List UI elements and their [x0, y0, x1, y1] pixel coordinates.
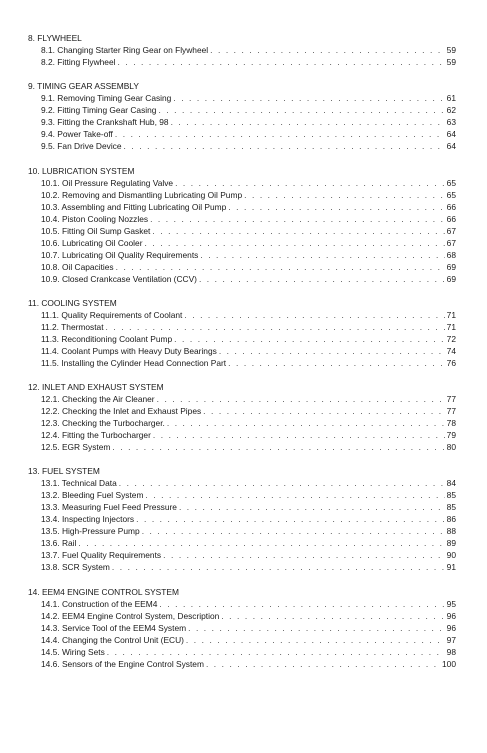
dot-leader: [112, 441, 444, 453]
toc-entry[interactable]: [41, 92, 456, 104]
entry-title: 10.4. Piston Cooling Nozzles: [41, 213, 149, 224]
dot-leader: [184, 309, 444, 321]
page-number: 69: [446, 261, 456, 272]
entry-title: 13.2. Bleeding Fuel System: [41, 490, 144, 501]
dot-leader: [136, 513, 445, 525]
toc-entry[interactable]: [41, 610, 456, 622]
entry-title: 10.8. Oil Capacities: [41, 261, 114, 272]
toc-entry[interactable]: [41, 189, 456, 201]
table-of-contents: [28, 32, 456, 682]
entry-title: 12.1. Checking the Air Cleaner: [41, 394, 155, 405]
dot-leader: [174, 333, 445, 345]
page-number: 80: [446, 442, 456, 453]
toc-entry[interactable]: [41, 237, 456, 249]
page-number: 89: [446, 538, 456, 549]
toc-entry[interactable]: [41, 441, 456, 453]
dot-leader: [203, 405, 445, 417]
page-number: 63: [446, 117, 456, 128]
toc-entry[interactable]: [41, 345, 456, 357]
toc-entry[interactable]: [41, 225, 456, 237]
toc-entry[interactable]: [41, 417, 456, 429]
dot-leader: [153, 429, 445, 441]
entry-title: 8.2. Fitting Flywheel: [41, 57, 116, 67]
page-number: 96: [446, 622, 456, 633]
toc-entry[interactable]: [41, 561, 456, 573]
dot-leader: [219, 345, 445, 357]
page-number: 65: [446, 177, 456, 188]
dot-leader: [210, 44, 445, 56]
page-number: 76: [446, 357, 456, 368]
page-number: 59: [446, 45, 456, 55]
toc-entry[interactable]: [41, 44, 456, 56]
dot-leader: [200, 249, 444, 261]
dot-leader: [145, 489, 444, 501]
dot-leader: [244, 189, 445, 201]
entry-title: 10.1. Oil Pressure Regulating Valve: [41, 177, 174, 188]
entry-title: 10.2. Removing and Dismantling Lubricating Oil Pump: [41, 189, 243, 200]
toc-entry[interactable]: [41, 477, 456, 489]
page-number: 85: [446, 490, 456, 501]
toc-entry[interactable]: [41, 177, 456, 189]
entry-title: 9.4. Power Take-off: [41, 129, 113, 140]
toc-entry[interactable]: [41, 128, 456, 140]
entry-title: 12.5. EGR System: [41, 442, 111, 453]
dot-leader: [158, 104, 444, 116]
toc-entry[interactable]: [41, 357, 456, 369]
dot-leader: [116, 261, 445, 273]
page-number: 88: [446, 526, 456, 537]
entry-title: 9.5. Fan Drive Device: [41, 141, 122, 152]
page-number: 67: [446, 225, 456, 236]
page-number: 78: [446, 418, 456, 429]
dot-leader: [117, 56, 444, 68]
page-number: 91: [446, 562, 456, 573]
dot-leader: [152, 225, 444, 237]
dot-leader: [199, 273, 445, 285]
toc-entry[interactable]: [41, 309, 456, 321]
dot-leader: [106, 321, 445, 333]
entry-title: 8.1. Changing Starter Ring Gear on Flywheel: [41, 45, 209, 55]
toc-entry[interactable]: [41, 116, 456, 128]
toc-entry[interactable]: [41, 429, 456, 441]
page-number: 61: [446, 93, 456, 104]
page-number: 68: [446, 249, 456, 260]
page-number: 98: [446, 646, 456, 657]
entry-title: 10.5. Fitting Oil Sump Gasket: [41, 225, 151, 236]
toc-entry[interactable]: [41, 273, 456, 285]
toc-entry[interactable]: [41, 333, 456, 345]
entry-title: 11.1. Quality Requirements of Coolant: [41, 309, 183, 320]
toc-entry[interactable]: [41, 489, 456, 501]
page-number: 77: [446, 394, 456, 405]
entry-title: 10.9. Closed Crankcase Ventilation (CCV): [41, 273, 197, 284]
dot-leader: [175, 177, 445, 189]
page-number: 95: [446, 598, 456, 609]
entry-title: 11.2. Thermostat: [41, 321, 104, 332]
entry-title: 11.5. Installing the Cylinder Head Connection Part: [41, 357, 227, 368]
toc-entry[interactable]: [41, 658, 456, 670]
page-number: 84: [446, 478, 456, 489]
dot-leader: [179, 501, 445, 513]
dot-leader: [78, 537, 444, 549]
toc-entry[interactable]: [41, 140, 456, 152]
dot-leader: [186, 634, 445, 646]
page-number: 65: [446, 189, 456, 200]
section-title: 12. INLET AND EXHAUST SYSTEM: [28, 382, 164, 393]
toc-section: [28, 165, 456, 285]
page-number: 79: [446, 430, 456, 441]
toc-entry[interactable]: [41, 201, 456, 213]
entry-title: 13.5. High-Pressure Pump: [41, 526, 140, 537]
dot-leader: [115, 128, 445, 140]
dot-leader: [188, 622, 445, 634]
toc-entry[interactable]: [41, 261, 456, 273]
entry-title: 11.4. Coolant Pumps with Heavy Duty Bearings: [41, 345, 217, 356]
toc-entry[interactable]: [41, 249, 456, 261]
dot-leader: [163, 549, 445, 561]
dot-leader: [228, 201, 444, 213]
page-number: 66: [446, 213, 456, 224]
page-number: 86: [446, 514, 456, 525]
page-number: 100: [442, 658, 456, 669]
section-title: 13. FUEL SYSTEM: [28, 466, 100, 477]
entry-title: 14.5. Wiring Sets: [41, 646, 105, 657]
entry-title: 12.2. Checking the Inlet and Exhaust Pipes: [41, 406, 202, 417]
dot-leader: [157, 393, 445, 405]
dot-leader: [221, 610, 444, 622]
toc-entry[interactable]: [41, 405, 456, 417]
entry-title: 12.3. Checking the Turbocharger.: [41, 418, 165, 429]
toc-entry[interactable]: [41, 646, 456, 658]
entry-title: 10.3. Assembling and Fitting Lubricating Oil Pump: [41, 201, 227, 212]
dot-leader: [171, 116, 445, 128]
toc-entry[interactable]: [41, 501, 456, 513]
entry-title: 14.2. EEM4 Engine Control System, Description: [41, 610, 220, 621]
toc-entry[interactable]: [41, 393, 456, 405]
section-title: 10. LUBRICATION SYSTEM: [28, 165, 135, 176]
toc-entry[interactable]: [41, 213, 456, 225]
page-number: 72: [446, 333, 456, 344]
entry-title: 13.7. Fuel Quality Requirements: [41, 550, 162, 561]
toc-entry[interactable]: [41, 598, 456, 610]
toc-entry[interactable]: [41, 549, 456, 561]
entry-title: 14.1. Construction of the EEM4: [41, 598, 158, 609]
entry-title: 14.4. Changing the Control Unit (ECU): [41, 634, 184, 645]
toc-entry[interactable]: [41, 321, 456, 333]
dot-leader: [206, 658, 440, 670]
toc-entry[interactable]: [41, 104, 456, 116]
dot-leader: [159, 598, 444, 610]
page-number: 69: [446, 273, 456, 284]
entry-title: 13.8. SCR System: [41, 562, 110, 573]
dot-leader: [107, 646, 445, 658]
toc-section: [28, 297, 456, 369]
entry-title: 9.2. Fitting Timing Gear Casing: [41, 105, 157, 116]
dot-leader: [228, 357, 445, 369]
entry-title: 11.3. Reconditioning Coolant Pump: [41, 333, 173, 344]
page-number: 64: [446, 141, 456, 152]
page-number: 85: [446, 502, 456, 513]
toc-entry[interactable]: [41, 525, 456, 537]
dot-leader: [145, 237, 445, 249]
dot-leader: [124, 140, 445, 152]
section-title: 9. TIMING GEAR ASSEMBLY: [28, 81, 139, 92]
entry-title: 13.4. Inspecting Injectors: [41, 514, 135, 525]
dot-leader: [112, 561, 445, 573]
section-title: 8. FLYWHEEL: [28, 33, 82, 43]
entry-title: 13.3. Measuring Fuel Feed Pressure: [41, 502, 177, 513]
page-number: 77: [446, 406, 456, 417]
toc-entry[interactable]: [41, 537, 456, 549]
page-number: 64: [446, 129, 456, 140]
page-number: 97: [446, 634, 456, 645]
page-number: 90: [446, 550, 456, 561]
page-number: 71: [446, 321, 456, 332]
page-number: 74: [446, 345, 456, 356]
dot-leader: [150, 213, 445, 225]
entry-title: 13.1. Technical Data: [41, 478, 117, 489]
entry-title: 9.1. Removing Timing Gear Casing: [41, 93, 172, 104]
toc-entry[interactable]: [41, 634, 456, 646]
toc-entry[interactable]: [41, 622, 456, 634]
toc-section: [28, 32, 456, 68]
toc-section: [28, 465, 456, 573]
entry-title: 10.7. Lubricating Oil Quality Requirements: [41, 249, 199, 260]
page-number: 62: [446, 105, 456, 116]
toc-entry[interactable]: [41, 56, 456, 68]
entry-title: 14.6. Sensors of the Engine Control System: [41, 658, 204, 669]
toc-section: [28, 586, 456, 670]
section-title: 14. EEM4 ENGINE CONTROL SYSTEM: [28, 586, 179, 597]
dot-leader: [167, 417, 445, 429]
page-number: 96: [446, 610, 456, 621]
dot-leader: [119, 477, 445, 489]
entry-title: 12.4. Fitting the Turbocharger: [41, 430, 151, 441]
dot-leader: [173, 92, 444, 104]
section-title: 11. COOLING SYSTEM: [28, 297, 117, 308]
toc-section: [28, 381, 456, 453]
entry-title: 9.3. Fitting the Crankshaft Hub, 98: [41, 117, 169, 128]
dot-leader: [142, 525, 445, 537]
page-number: 59: [446, 57, 456, 67]
page-number: 67: [446, 237, 456, 248]
entry-title: 14.3. Service Tool of the EEM4 System: [41, 622, 187, 633]
entry-title: 13.6. Rail: [41, 538, 77, 549]
page-number: 66: [446, 201, 456, 212]
entry-title: 10.6. Lubricating Oil Cooler: [41, 237, 143, 248]
toc-entry[interactable]: [41, 513, 456, 525]
toc-section: [28, 80, 456, 152]
page-number: 71: [446, 309, 456, 320]
